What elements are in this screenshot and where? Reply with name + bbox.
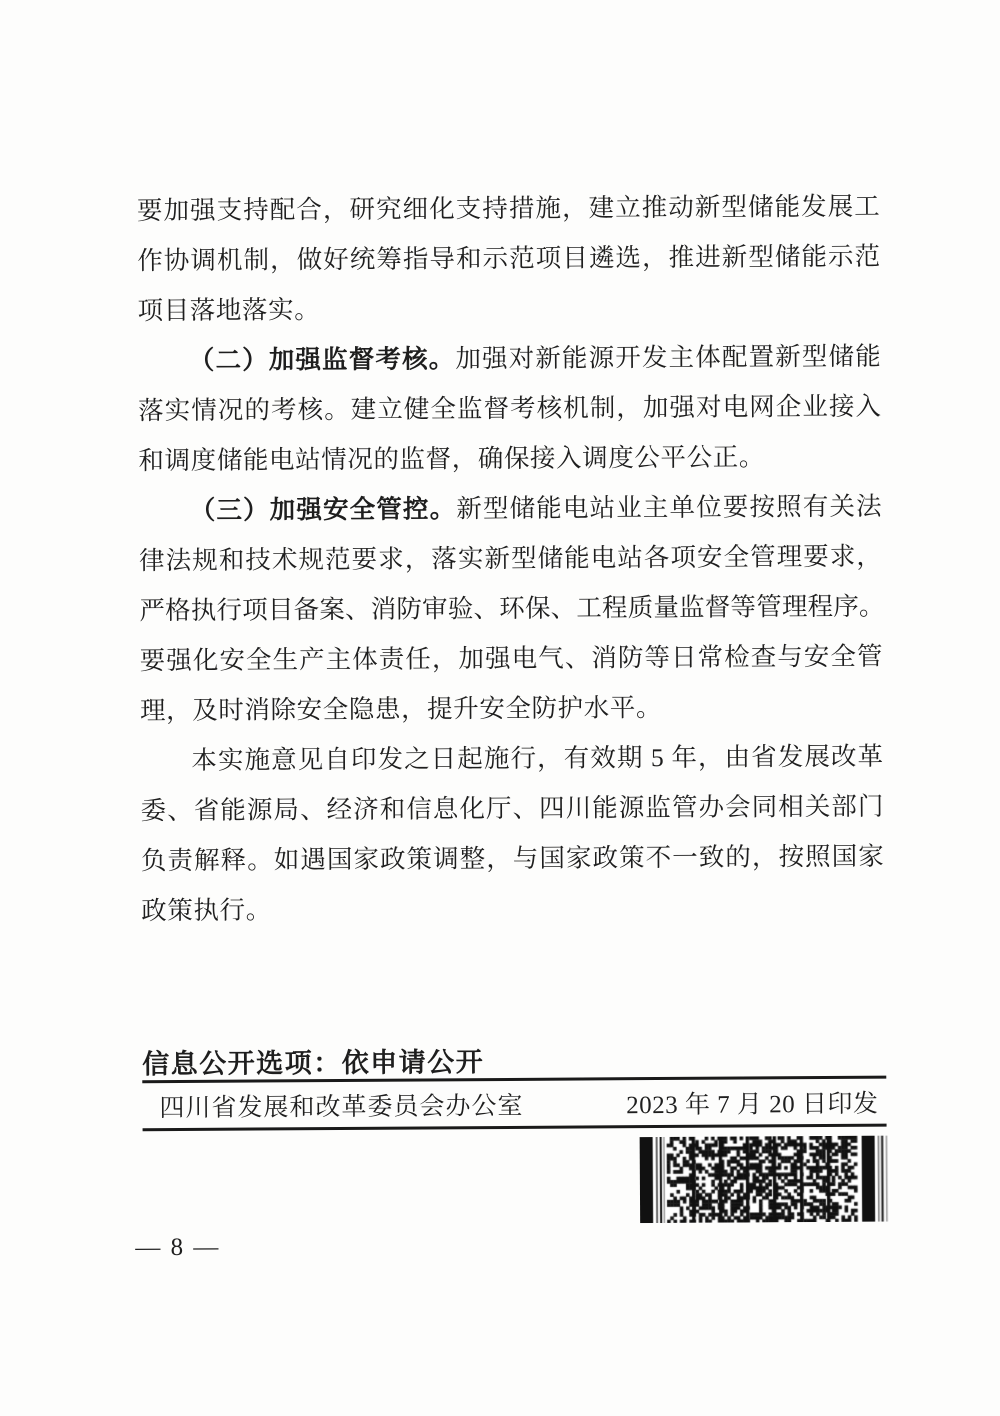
body-line: 作协调机制，做好统筹指导和示范项目遴选，推进新型储能示范 [137,241,881,276]
print-date: 2023 年 7 月 20 日印发 [626,1090,879,1119]
body-line: 律法规和技术规范要求，落实新型储能电站各项安全管理要求， [139,541,883,576]
body-line: 要加强支持配合，研究细化支持措施，建立推动新型储能发展工 [136,191,881,226]
body-line: 项目落地落实。 [137,295,321,326]
body-line: （二）加强监督考核。加强对新能源开发主体配置新型储能 [188,341,881,375]
issuer-row [142,1079,886,1129]
disclosure-line [142,1040,484,1081]
disclosure-value: 依申请公开 [341,1047,485,1078]
body-line: 理，及时消除安全隐患，提升安全防护水平。 [139,693,663,726]
body-line: 本实施意见自印发之日起施行，有效期 5 年，由省发展改革 [191,741,884,775]
body-line: 和调度储能电站情况的监督，确保接入调度公平公正。 [138,442,765,476]
body-line: 落实情况的考核。建立健全监督考核机制，加强对电网企业接入 [138,391,882,426]
paragraph-lead: （三）加强安全管控。 [189,494,457,525]
body-text [137,182,885,937]
body-line: 严格执行项目备案、消防审验、环保、工程质量监督等管理程序。 [139,591,885,626]
body-line: 政策执行。 [141,895,272,926]
document-barcode-icon [640,1136,891,1224]
issuing-office: 四川省发展和改革委员会办公室 [159,1092,524,1122]
page-number: — 8 — [135,1233,221,1262]
disclosure-label: 信息公开选项： [142,1047,342,1080]
body-line: 委、省能源局、经济和信息化厅、四川能源监管办会同相关部门 [140,791,884,826]
body-line: 要强化安全生产主体责任，加强电气、消防等日常检查与安全管 [139,641,883,676]
body-line: （三）加强安全管控。新型储能电站业主单位要按照有关法 [189,491,882,525]
body-line: 负责解释。如遇国家政策调整，与国家政策不一致的，按照国家 [140,841,885,876]
paragraph-lead: （二）加强监督考核。 [188,344,456,375]
